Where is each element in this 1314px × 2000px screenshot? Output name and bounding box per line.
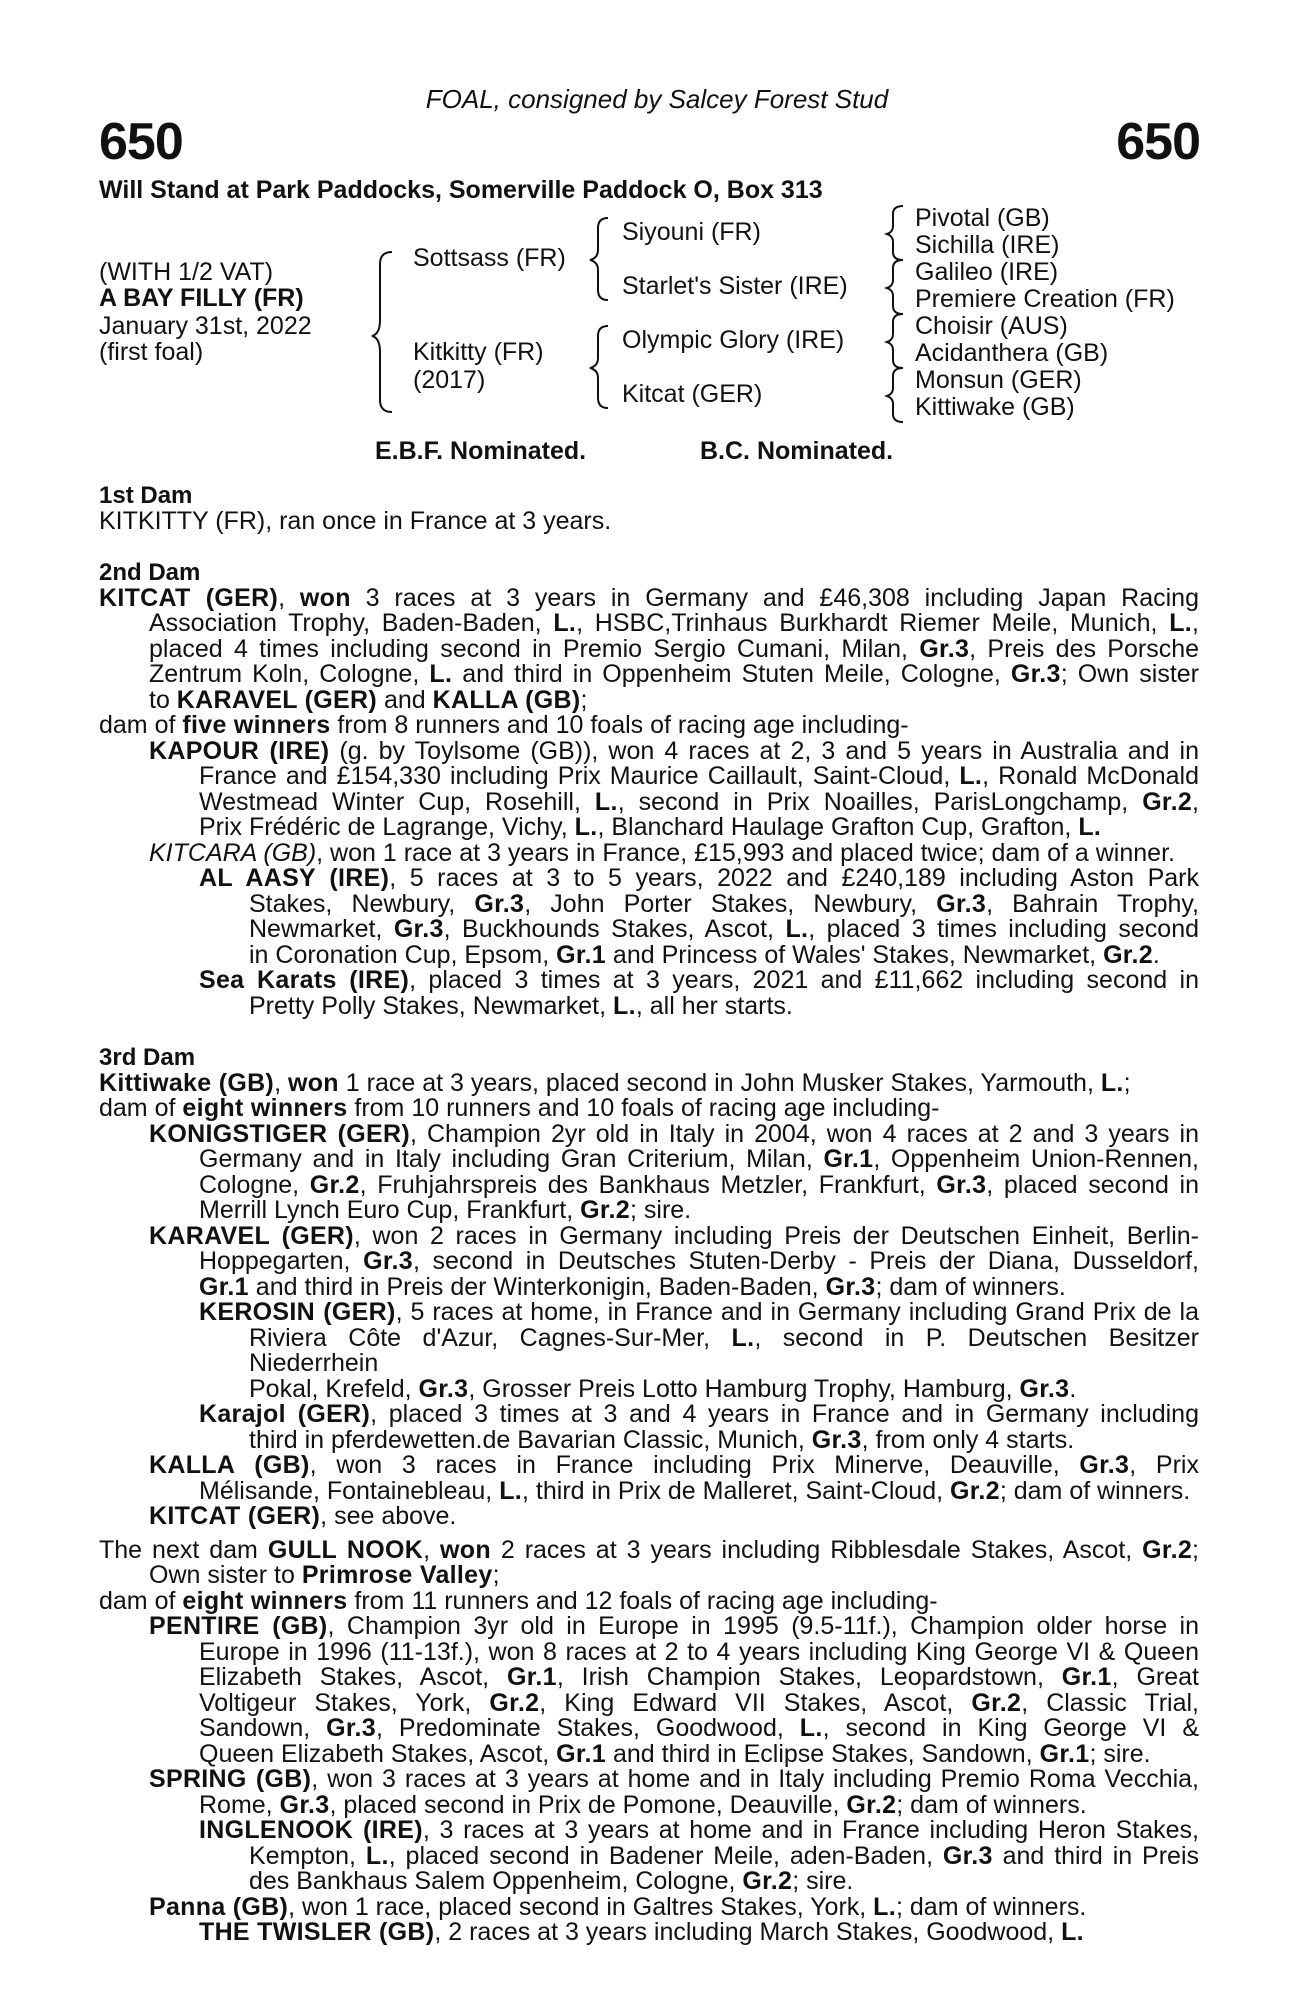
third-dam-heading: 3rd Dam [99, 1044, 196, 1071]
dam: Kitkitty (FR) [413, 338, 544, 366]
second-dam-line: France and £154,330 including Prix Maurice Caillault, Saint-Cloud, L., Ronald McDonald [199, 762, 1199, 790]
next-dam-line: Own sister to Primrose Valley; [149, 1561, 500, 1589]
lot-number-right: 650 [1116, 113, 1200, 171]
bc-nomination: B.C. Nominated. [700, 437, 894, 465]
second-dam-line: placed 4 times including second in Premio Sergio Cumani, Milan, Gr.3, Preis des Porsche [149, 634, 1199, 663]
next-dam-line: THE TWISLER (GB), 2 races at 3 years including March Stakes, Goodwood, L. [199, 1918, 1084, 1946]
third-dam-line: Cologne, Gr.2, Fruhjahrspreis des Bankhaus Metzler, Frankfurt, Gr.3, placed second in [199, 1170, 1200, 1199]
stand-location: Will Stand at Park Paddocks, Somerville Paddock O, Box 313 [99, 176, 823, 204]
next-dam-line: Europe in 1996 (11-13f.), won 8 races at 2 to 4 years including King George VI & Queen [199, 1637, 1199, 1666]
second-dam-line: Zentrum Koln, Cologne, L. and third in Oppenheim Stuten Meile, Cologne, Gr.3; Own sister [149, 660, 1199, 688]
next-dam-line: SPRING (GB), won 3 races at 3 years at home and in Italy including Premio Roma Vecchia, [149, 1765, 1200, 1793]
third-dam-line: KARAVEL (GER), won 2 races in Germany including Preis der Deutschen Einheit, Berlin- [149, 1221, 1200, 1250]
ebf-nomination: E.B.F. Nominated. [375, 437, 587, 465]
next-dam-line: Kempton, L., placed second in Badener Meile, aden-Baden, Gr.3 and third in Preis [249, 1841, 1199, 1870]
next-dam-line: Rome, Gr.3, placed second in Prix de Pomone, Deauville, Gr.2; dam of winners. [199, 1790, 1087, 1819]
second-dam-line: Pretty Polly Stakes, Newmarket, L., all her starts. [249, 991, 793, 1020]
next-dam-line: The next dam GULL NOOK, won 2 races at 3 years including Ribblesdale Stakes, Ascot, Gr.2; [99, 1535, 1199, 1564]
third-dam-line: Germany and in Italy including Gran Criterium, Milan, Gr.1, Oppenheim Union-Rennen, [199, 1145, 1200, 1173]
dam-sire-sire: Choisir (AUS) [915, 312, 1068, 340]
second-dam-heading: 2nd Dam [99, 559, 201, 586]
dam-dam-sire: Monsun (GER) [915, 366, 1082, 394]
third-dam-line: KITCAT (GER), see above. [149, 1502, 457, 1530]
next-dam-line: INGLENOOK (IRE), 3 races at 3 years at home and in France including Heron Stakes, [199, 1816, 1199, 1844]
second-dam-line: KAPOUR (IRE) (g. by Toylsome (GB)), won 4 races at 2, 3 and 5 years in Australia and in [149, 736, 1199, 765]
second-dam-line: Prix Frédéric de Lagrange, Vichy, L., Blanchard Haulage Grafton Cup, Grafton, L. [199, 813, 1102, 841]
next-dam-line: Panna (GB), won 1 race, placed second in Galtres Stakes, York, L.; dam of winners. [149, 1892, 1087, 1921]
next-dam-line: des Bankhaus Salem Oppenheim, Cologne, Gr.2; sire. [249, 1867, 854, 1895]
vat-note: (WITH 1/2 VAT) [99, 258, 274, 286]
third-dam-line: dam of eight winners from 10 runners and 10 foals of racing age including- [99, 1094, 940, 1122]
third-dam-line: KALLA (GB), won 3 races in France including Prix Minerve, Deauville, Gr.3, Prix [149, 1451, 1199, 1479]
third-dam-line: Merrill Lynch Euro Cup, Frankfurt, Gr.2; sire. [199, 1196, 692, 1224]
third-dam-line: Karajol (GER), placed 3 times at 3 and 4 years in France and in Germany including [199, 1400, 1199, 1428]
third-dam-line: Hoppegarten, Gr.3, second in Deutsches Stuten-Derby - Preis der Diana, Dusseldorf, [199, 1247, 1200, 1275]
third-dam-line: Gr.1 and third in Preis der Winterkonigin, Baden-Baden, Gr.3; dam of winners. [199, 1272, 1066, 1301]
third-dam-line: Mélisande, Fontainebleau, L., third in Prix de Malleret, Saint-Cloud, Gr.2; dam of winners. [199, 1476, 1191, 1505]
second-dam-line: AL AASY (IRE), 5 races at 3 to 5 years, 2022 and £240,189 including Aston Park [199, 864, 1199, 892]
next-dam-line: Elizabeth Stakes, Ascot, Gr.1, Irish Champion Stakes, Leopardstown, Gr.1, Great [199, 1663, 1199, 1691]
second-dam-line: in Coronation Cup, Epsom, Gr.1 and Princess of Wales' Stakes, Newmarket, Gr.2. [249, 940, 1160, 969]
dam-sire: Olympic Glory (IRE) [622, 326, 845, 354]
third-dam-line: KEROSIN (GER), 5 races at home, in France and in Germany including Grand Prix de la [199, 1298, 1199, 1326]
second-dam-line: KITCAT (GER), won 3 races at 3 years in Germany and £46,308 including Japan Racing [99, 583, 1199, 612]
sire-dam-sire: Galileo (IRE) [915, 258, 1059, 286]
dam-sire-dam: Acidanthera (GB) [915, 339, 1109, 367]
first-dam-heading: 1st Dam [99, 482, 193, 509]
third-dam-line: Kittiwake (GB), won 1 race at 3 years, placed second in John Musker Stakes, Yarmouth, L.; [99, 1068, 1131, 1097]
first-dam-text: KITKITTY (FR), ran once in France at 3 years. [99, 506, 612, 535]
second-dam-line: Sea Karats (IRE), placed 3 times at 3 years, 2021 and £11,662 including second in [199, 966, 1199, 994]
second-dam-line: KITCARA (GB), won 1 race at 3 years in France, £15,993 and placed twice; dam of a winner. [149, 838, 1175, 867]
third-dam-line: Riviera Côte d'Azur, Cagnes-Sur-Mer, L., second in P. Deutschen Besitzer Niederrhein [249, 1323, 1199, 1377]
second-dam-line: Newmarket, Gr.3, Buckhounds Stakes, Ascot, L., placed 3 times including second [249, 915, 1200, 943]
sire: Sottsass (FR) [413, 244, 566, 272]
horse-note: (first foal) [99, 338, 204, 366]
consignment-line: FOAL, consigned by Salcey Forest Stud [425, 84, 889, 114]
horse-name: A BAY FILLY (FR) [99, 284, 304, 312]
lot-number-left: 650 [99, 113, 183, 171]
next-dam-line: PENTIRE (GB), Champion 3yr old in Europe in 1995 (9.5-11f.), Champion older horse in [149, 1612, 1200, 1640]
next-dam-line: dam of eight winners from 11 runners and 12 foals of racing age including- [99, 1586, 938, 1615]
third-dam-line: KONIGSTIGER (GER), Champion 2yr old in Italy in 2004, won 4 races at 2 and 3 years in [149, 1119, 1199, 1148]
third-dam-line: Pokal, Krefeld, Gr.3, Grosser Preis Lotto Hamburg Trophy, Hamburg, Gr.3. [249, 1374, 1077, 1403]
dam-dam: Kitcat (GER) [622, 380, 763, 408]
dam-year: (2017) [413, 366, 486, 394]
second-dam-line: Association Trophy, Baden-Baden, L., HSBC,Trinhaus Burkhardt Riemer Meile, Munich, L., [149, 609, 1199, 637]
sire-dam: Starlet's Sister (IRE) [622, 272, 848, 300]
next-dam-line: Voltigeur Stakes, York, Gr.2, King Edward VII Stakes, Ascot, Gr.2, Classic Trial, [199, 1688, 1199, 1717]
second-dam-line: to KARAVEL (GER) and KALLA (GB); [149, 685, 588, 714]
second-dam-line: Stakes, Newbury, Gr.3, John Porter Stakes, Newbury, Gr.3, Bahrain Trophy, [249, 889, 1199, 918]
third-dam-line: third in pferdewetten.de Bavarian Classic, Munich, Gr.3, from only 4 starts. [249, 1425, 1075, 1454]
sire-dam-dam: Premiere Creation (FR) [915, 285, 1175, 313]
dam-dam-dam: Kittiwake (GB) [915, 393, 1075, 421]
second-dam-line: Westmead Winter Cup, Rosehill, L., second in Prix Noailles, ParisLongchamp, Gr.2, [199, 787, 1199, 816]
next-dam-line: Sandown, Gr.3, Predominate Stakes, Goodwood, L., second in King George VI & [199, 1714, 1199, 1742]
horse-dob: January 31st, 2022 [99, 312, 312, 340]
second-dam-line: dam of five winners from 8 runners and 10 foals of racing age including- [99, 711, 909, 739]
catalogue-text [99, 483, 1199, 1946]
sire-sire-dam: Sichilla (IRE) [915, 231, 1060, 259]
next-dam-line: Queen Elizabeth Stakes, Ascot, Gr.1 and third in Eclipse Stakes, Sandown, Gr.1; sire. [199, 1739, 1151, 1768]
sire-sire-sire: Pivotal (GB) [915, 204, 1050, 232]
sire-sire: Siyouni (FR) [622, 218, 761, 246]
